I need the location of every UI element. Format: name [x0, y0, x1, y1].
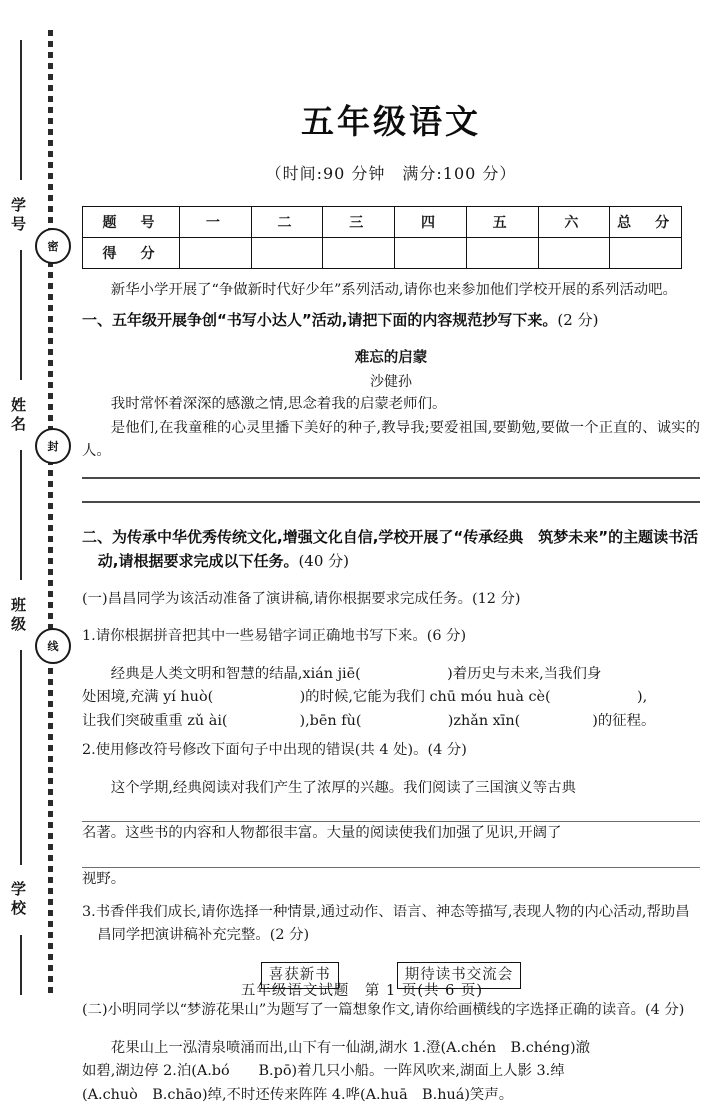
question-3-heading: 3.书香伴我们成长,请你选择一种情景,通过动作、语言、神态等描写,表现人物的内心活动,帮助昌昌同学把演讲稿补充完整。(2 分): [82, 904, 690, 944]
part-2-text-line-2: 如碧,湖边停 2.泊(A.bó B.pō)着几只小船。一阵风吹来,湖面上人影 3.绰: [82, 1063, 565, 1080]
field-label-student-number: [6, 196, 36, 234]
field-label-text: 姓名: [10, 396, 31, 433]
score-table-row-label: 得 分: [83, 238, 180, 269]
field-label-school: [6, 880, 36, 918]
score-cell-6[interactable]: [538, 238, 610, 269]
sidebar-rule: [20, 40, 22, 180]
exam-subtitle: （时间:90 分钟 满分:100 分）: [265, 164, 517, 183]
score-cell-2[interactable]: [251, 238, 323, 269]
question-2-text-line-2: 名著。这些书的内容和人物都很丰富。大量的阅读使我们加强了见识,开阔了: [82, 825, 562, 842]
seal-char-mi: 密: [35, 228, 71, 264]
question-1-line-3: 让我们突破重重 zǔ ài( ),bēn fù( )zhǎn xīn( )的征程。: [82, 712, 656, 729]
seal-char-xian: 线: [35, 628, 71, 664]
section-2-heading: [82, 525, 700, 573]
score-cell-total[interactable]: [610, 238, 682, 269]
score-table-col-2: 二: [251, 207, 323, 238]
handwriting-answer-area[interactable]: [82, 477, 700, 502]
part-2-text-line-3: (A.chuò B.chāo)绰,不时还传来阵阵 4.哗(A.huā B.huá)笑声。: [82, 1086, 514, 1103]
score-cell-4[interactable]: [395, 238, 467, 269]
section-1-points: (2 分): [557, 311, 599, 330]
section-2-part-2-heading: (二)小明同学以“梦游花果山”为题写了一篇想象作文,请你给画横线的字选择正确的读音。(4 分): [82, 1002, 685, 1019]
passage-title: 难忘的启蒙: [354, 350, 428, 367]
section-1-heading-text: 一、五年级开展争创“书写小达人”活动,请把下面的内容规范抄写下来。: [82, 311, 558, 330]
write-line[interactable]: [82, 477, 700, 479]
question-1-heading: 1.请你根据拼音把其中一些易错字词正确地书写下来。(6 分): [82, 628, 467, 645]
page-footer: 五年级语文试题 第 1 页(共 6 页): [240, 983, 484, 999]
question-2-text-line-3: 视野。: [82, 870, 126, 887]
choice-box-reading-meeting[interactable]: 期待读书交流会: [397, 962, 522, 989]
score-table-col-5: 五: [466, 207, 538, 238]
table-row: [83, 207, 682, 238]
section-2-heading-text: 二、为传承中华优秀传统文化,增强文化自信,学校开展了“传承经典 筑梦未来”的主题读书活动,请根据要求完成以下任务。: [82, 527, 699, 570]
score-table-col-4: 四: [395, 207, 467, 238]
section-2-points: (40 分): [298, 551, 350, 570]
field-label-student-name: [6, 396, 36, 434]
section-2-part-1-heading: (一)昌昌同学为该活动准备了演讲稿,请你根据要求完成任务。(12 分): [82, 590, 521, 607]
question-1-line-2: 处困境,充满 yí huò( )的时候,它能为我们 chū móu huà cè( ),: [82, 689, 648, 706]
section-1-heading: [82, 308, 700, 332]
score-cell-1[interactable]: [180, 238, 252, 269]
score-cell-3[interactable]: [323, 238, 395, 269]
score-table-row-label: 题 号: [83, 207, 180, 238]
field-label-text: 学号: [10, 196, 31, 233]
sealed-line-dashes: [48, 30, 53, 994]
score-table-col-6: 六: [538, 207, 610, 238]
question-1-line-1: 经典是人类文明和智慧的结晶,xián jiē( )着历史与未来,当我们身: [110, 666, 602, 683]
seal-char-feng: 封: [35, 428, 71, 464]
table-row: [83, 238, 682, 269]
field-label-class: [6, 596, 36, 634]
passage-author: 沙健孙: [370, 373, 412, 390]
question-2-text-line-1: 这个学期,经典阅读对我们产生了浓厚的兴趣。我们阅读了三国演义等古典: [110, 779, 576, 796]
part-2-text-line-1: 花果山上一泓清泉喷涌而出,山下有一仙湖,湖水 1.澄(A.chén B.chéng)澈: [110, 1039, 591, 1056]
write-line[interactable]: [82, 501, 700, 503]
score-table-col-1: 一: [180, 207, 252, 238]
score-table-col-total: 总 分: [610, 207, 682, 238]
score-table: [82, 206, 682, 269]
question-2-heading: 2.使用修改符号修改下面句子中出现的错误(共 4 处)。(4 分): [82, 742, 467, 759]
field-label-text: 学校: [10, 880, 31, 917]
choice-box-new-book[interactable]: 喜获新书: [261, 962, 339, 989]
sidebar-rule: [20, 250, 22, 380]
sealed-line-sidebar: [0, 0, 78, 1024]
field-label-text: 班级: [10, 596, 31, 633]
score-table-col-3: 三: [323, 207, 395, 238]
sidebar-rule: [20, 450, 22, 580]
passage-paragraph-2: 是他们,在我童稚的心灵里播下美好的种子,教导我;要爱祖国,要勤勉,要做一个正直的、诚实的人。: [82, 419, 700, 460]
sidebar-rule: [20, 650, 22, 865]
score-cell-5[interactable]: [466, 238, 538, 269]
question-2-editing-text[interactable]: [82, 777, 700, 891]
main-content: [82, 0, 700, 1103]
intro-paragraph: 新华小学开展了“争做新时代好少年”系列活动,请你也来参加他们学校开展的系列活动吧。: [110, 282, 677, 298]
passage-paragraph-1: 我时常怀着深深的感激之情,思念着我的启蒙老师们。: [110, 396, 447, 413]
page-title: 五年级语文: [301, 102, 481, 141]
